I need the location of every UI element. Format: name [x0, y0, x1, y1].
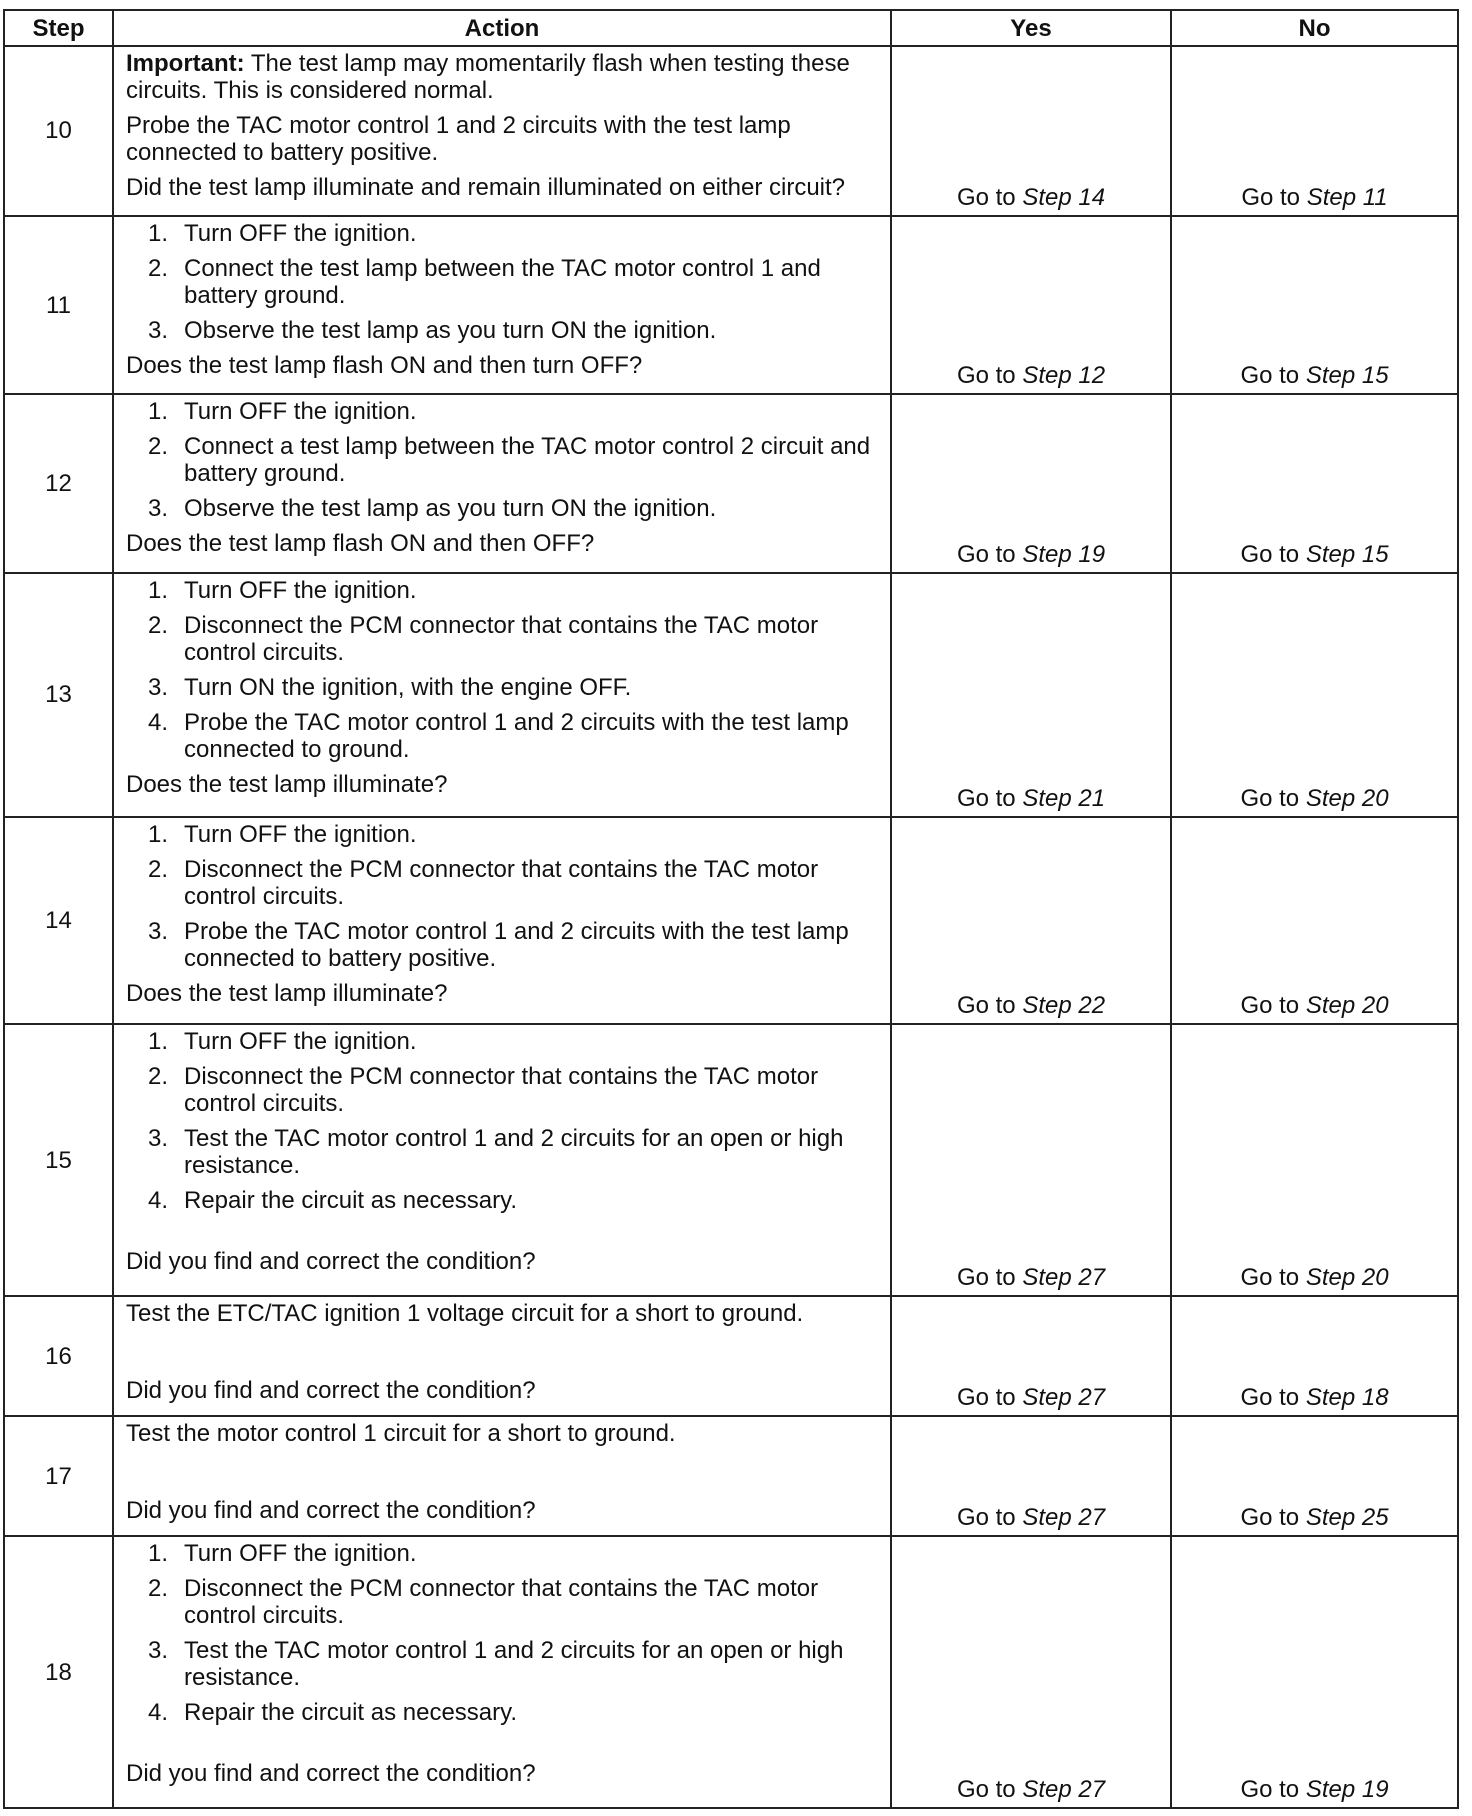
yes-step-link[interactable]: Step 27	[1022, 1264, 1106, 1292]
list-item-text: Repair the circuit as necessary.	[184, 1699, 518, 1727]
list-item-number: 3.	[148, 1637, 169, 1665]
action-cell	[113, 216, 891, 394]
step-number: 10	[4, 46, 113, 216]
list-item	[126, 1125, 880, 1179]
list-item	[126, 1063, 880, 1117]
action-cell	[113, 1024, 891, 1296]
yes-step-link[interactable]: Step 22	[1022, 992, 1106, 1020]
list-item-number: 2.	[148, 1575, 169, 1603]
list-item	[126, 1699, 880, 1726]
list-item	[126, 709, 880, 763]
yes-step-link[interactable]: Step 27	[1022, 1384, 1106, 1412]
list-item	[126, 674, 880, 701]
no-goto-cell	[1171, 1024, 1458, 1296]
table-row	[4, 1536, 1458, 1808]
list-item	[126, 433, 880, 487]
no-step-link[interactable]: Step 20	[1305, 992, 1389, 1020]
list-item-number: 1.	[148, 1028, 169, 1056]
list-item-number: 3.	[148, 316, 169, 344]
yes-goto-cell	[891, 216, 1171, 394]
list-item-number: 3.	[148, 918, 169, 946]
yes-step-link[interactable]: Step 21	[1022, 785, 1106, 813]
table-row	[4, 1416, 1458, 1536]
goto-prefix: Go to	[956, 785, 1016, 813]
no-goto-cell	[1171, 573, 1458, 817]
goto-prefix: Go to	[1241, 183, 1301, 211]
goto-prefix: Go to	[956, 183, 1016, 211]
action-cell	[113, 817, 891, 1024]
table-row	[4, 216, 1458, 394]
list-item	[126, 495, 880, 522]
list-item-number: 2.	[148, 433, 169, 461]
list-item-text: Turn ON the ignition, with the engine OFF.	[184, 673, 632, 701]
no-step-link[interactable]: Step 15	[1305, 540, 1389, 568]
list-item	[126, 220, 880, 247]
list-item-text: Turn OFF the ignition.	[184, 398, 417, 426]
list-item-text: Disconnect the PCM connector that contains the TAC motor control circuits.	[184, 611, 819, 666]
list-item-number: 4.	[148, 708, 169, 736]
list-item-number: 2.	[148, 1063, 169, 1091]
no-goto-cell	[1171, 1296, 1458, 1416]
list-item-text: Disconnect the PCM connector that contains the TAC motor control circuits.	[184, 1575, 819, 1630]
list-item	[126, 317, 880, 344]
list-item	[126, 856, 880, 910]
yes-step-link[interactable]: Step 27	[1022, 1504, 1106, 1532]
question-text: Did you find and correct the condition?	[126, 1760, 536, 1788]
step-number: 14	[4, 817, 113, 1024]
list-item-text: Connect the test lamp between the TAC motor control 1 and battery ground.	[184, 254, 821, 309]
list-item-number: 1.	[148, 1540, 169, 1568]
question-text: Did you find and correct the condition?	[126, 1377, 536, 1405]
table-row	[4, 573, 1458, 817]
action-cell	[113, 573, 891, 817]
action-steps-list	[126, 1028, 880, 1214]
list-item-text: Turn OFF the ignition.	[184, 576, 417, 604]
no-goto-cell	[1171, 817, 1458, 1024]
list-item	[126, 577, 880, 604]
list-item	[126, 612, 880, 666]
list-item-number: 2.	[148, 611, 169, 639]
no-step-link[interactable]: Step 20	[1305, 1264, 1389, 1292]
yes-step-link[interactable]: Step 14	[1022, 183, 1106, 211]
question-text: Does the test lamp flash ON and then turn OFF?	[126, 351, 643, 379]
yes-goto-cell	[891, 1416, 1171, 1536]
goto-prefix: Go to	[956, 540, 1016, 568]
goto-prefix: Go to	[1240, 1776, 1300, 1803]
list-item	[126, 255, 880, 309]
list-item-text: Turn OFF the ignition.	[184, 1028, 417, 1056]
list-item-number: 1.	[148, 576, 169, 604]
no-step-link[interactable]: Step 20	[1305, 785, 1389, 813]
action-cell	[113, 394, 891, 572]
list-item-number: 3.	[148, 495, 169, 523]
list-item	[126, 918, 880, 972]
list-item-text: Observe the test lamp as you turn ON the ignition.	[184, 316, 717, 344]
yes-step-link[interactable]: Step 19	[1022, 540, 1106, 568]
list-item-text: Connect a test lamp between the TAC motor control 2 circuit and battery ground.	[184, 433, 871, 488]
table-row	[4, 1296, 1458, 1416]
list-item-text: Probe the TAC motor control 1 and 2 circuits with the test lamp connected to battery positive.	[184, 918, 849, 973]
list-item-number: 3.	[148, 673, 169, 701]
list-item-number: 3.	[148, 1125, 169, 1153]
diagnostic-steps-table	[3, 9, 1459, 1809]
action-steps-list	[126, 577, 880, 763]
action-text: Probe the TAC motor control 1 and 2 circuits with the test lamp connected to battery positive.	[126, 112, 791, 166]
yes-goto-cell	[891, 1024, 1171, 1296]
goto-prefix: Go to	[1240, 1264, 1300, 1292]
action-steps-list	[126, 821, 880, 972]
header-yes: Yes	[891, 10, 1171, 46]
goto-prefix: Go to	[956, 992, 1016, 1020]
list-item-text: Turn OFF the ignition.	[184, 1540, 417, 1568]
list-item-text: Turn OFF the ignition.	[184, 219, 417, 247]
step-number: 16	[4, 1296, 113, 1416]
list-item	[126, 1028, 880, 1055]
list-item-number: 1.	[148, 398, 169, 426]
important-label: Important:	[126, 50, 245, 77]
no-goto-cell	[1171, 216, 1458, 394]
question-text: Does the test lamp illuminate?	[126, 980, 448, 1008]
question-text: Does the test lamp illuminate?	[126, 770, 448, 798]
action-steps-list	[126, 398, 880, 522]
yes-goto-cell	[891, 1536, 1171, 1808]
step-number: 11	[4, 216, 113, 394]
header-no: No	[1171, 10, 1458, 46]
goto-prefix: Go to	[1240, 992, 1300, 1020]
no-goto-cell	[1171, 46, 1458, 216]
list-item	[126, 1540, 880, 1567]
yes-goto-cell	[891, 394, 1171, 572]
list-item-text: Disconnect the PCM connector that contains the TAC motor control circuits.	[184, 856, 819, 911]
list-item-text: Observe the test lamp as you turn ON the ignition.	[184, 495, 717, 523]
question-text: Did you find and correct the condition?	[126, 1248, 536, 1276]
action-text: Test the motor control 1 circuit for a short to ground.	[126, 1420, 676, 1448]
action-cell	[113, 46, 891, 216]
action-steps-list	[126, 1540, 880, 1726]
goto-prefix: Go to	[956, 1776, 1016, 1803]
list-item	[126, 1575, 880, 1629]
no-step-link[interactable]: Step 11	[1306, 183, 1388, 211]
goto-prefix: Go to	[956, 1264, 1016, 1292]
table-row	[4, 46, 1458, 216]
list-item-text: Disconnect the PCM connector that contains the TAC motor control circuits.	[184, 1063, 819, 1118]
no-step-link[interactable]: Step 19	[1305, 1776, 1389, 1803]
action-cell	[113, 1296, 891, 1416]
list-item-number: 1.	[148, 219, 169, 247]
list-item-number: 4.	[148, 1699, 169, 1727]
step-number: 17	[4, 1416, 113, 1536]
header-row	[4, 10, 1458, 46]
goto-prefix: Go to	[956, 1384, 1016, 1412]
yes-step-link[interactable]: Step 27	[1022, 1776, 1106, 1803]
question-text: Did you find and correct the condition?	[126, 1497, 536, 1525]
step-number: 15	[4, 1024, 113, 1296]
goto-prefix: Go to	[1240, 785, 1300, 813]
list-item-text: Repair the circuit as necessary.	[184, 1187, 518, 1215]
action-cell	[113, 1416, 891, 1536]
no-step-link[interactable]: Step 18	[1305, 1384, 1389, 1412]
important-note	[126, 50, 880, 104]
no-goto-cell	[1171, 394, 1458, 572]
list-item	[126, 1637, 880, 1691]
goto-prefix: Go to	[956, 362, 1016, 390]
no-step-link[interactable]: Step 25	[1305, 1504, 1389, 1532]
action-text: Test the ETC/TAC ignition 1 voltage circuit for a short to ground.	[126, 1300, 804, 1328]
list-item-text: Probe the TAC motor control 1 and 2 circuits with the test lamp connected to ground.	[184, 708, 849, 763]
goto-prefix: Go to	[1240, 1504, 1300, 1532]
list-item-number: 2.	[148, 254, 169, 282]
step-number: 18	[4, 1536, 113, 1808]
header-step: Step	[4, 10, 113, 46]
yes-goto-cell	[891, 1296, 1171, 1416]
question-text: Did the test lamp illuminate and remain illuminated on either circuit?	[126, 174, 846, 201]
yes-goto-cell	[891, 817, 1171, 1024]
important-text: The test lamp may momentarily flash when testing these circuits. This is considered normal.	[126, 50, 850, 104]
list-item	[126, 821, 880, 848]
list-item	[126, 398, 880, 425]
action-steps-list	[126, 220, 880, 344]
list-item	[126, 1187, 880, 1214]
header-action: Action	[113, 10, 891, 46]
list-item-text: Test the TAC motor control 1 and 2 circuits for an open or high resistance.	[184, 1125, 844, 1180]
list-item-number: 1.	[148, 821, 169, 849]
step-number: 13	[4, 573, 113, 817]
list-item-number: 2.	[148, 856, 169, 884]
question-text: Does the test lamp flash ON and then OFF?	[126, 530, 595, 558]
no-step-link[interactable]: Step 15	[1305, 362, 1389, 390]
goto-prefix: Go to	[1240, 1384, 1300, 1412]
yes-step-link[interactable]: Step 12	[1022, 362, 1106, 390]
no-goto-cell	[1171, 1536, 1458, 1808]
goto-prefix: Go to	[1240, 540, 1300, 568]
table-row	[4, 817, 1458, 1024]
yes-goto-cell	[891, 46, 1171, 216]
action-cell	[113, 1536, 891, 1808]
no-goto-cell	[1171, 1416, 1458, 1536]
goto-prefix: Go to	[1240, 362, 1300, 390]
step-number: 12	[4, 394, 113, 572]
list-item-text: Test the TAC motor control 1 and 2 circuits for an open or high resistance.	[184, 1637, 844, 1692]
yes-goto-cell	[891, 573, 1171, 817]
table-row	[4, 394, 1458, 572]
table-row	[4, 1024, 1458, 1296]
list-item-text: Turn OFF the ignition.	[184, 821, 417, 849]
goto-prefix: Go to	[956, 1504, 1016, 1532]
list-item-number: 4.	[148, 1187, 169, 1215]
